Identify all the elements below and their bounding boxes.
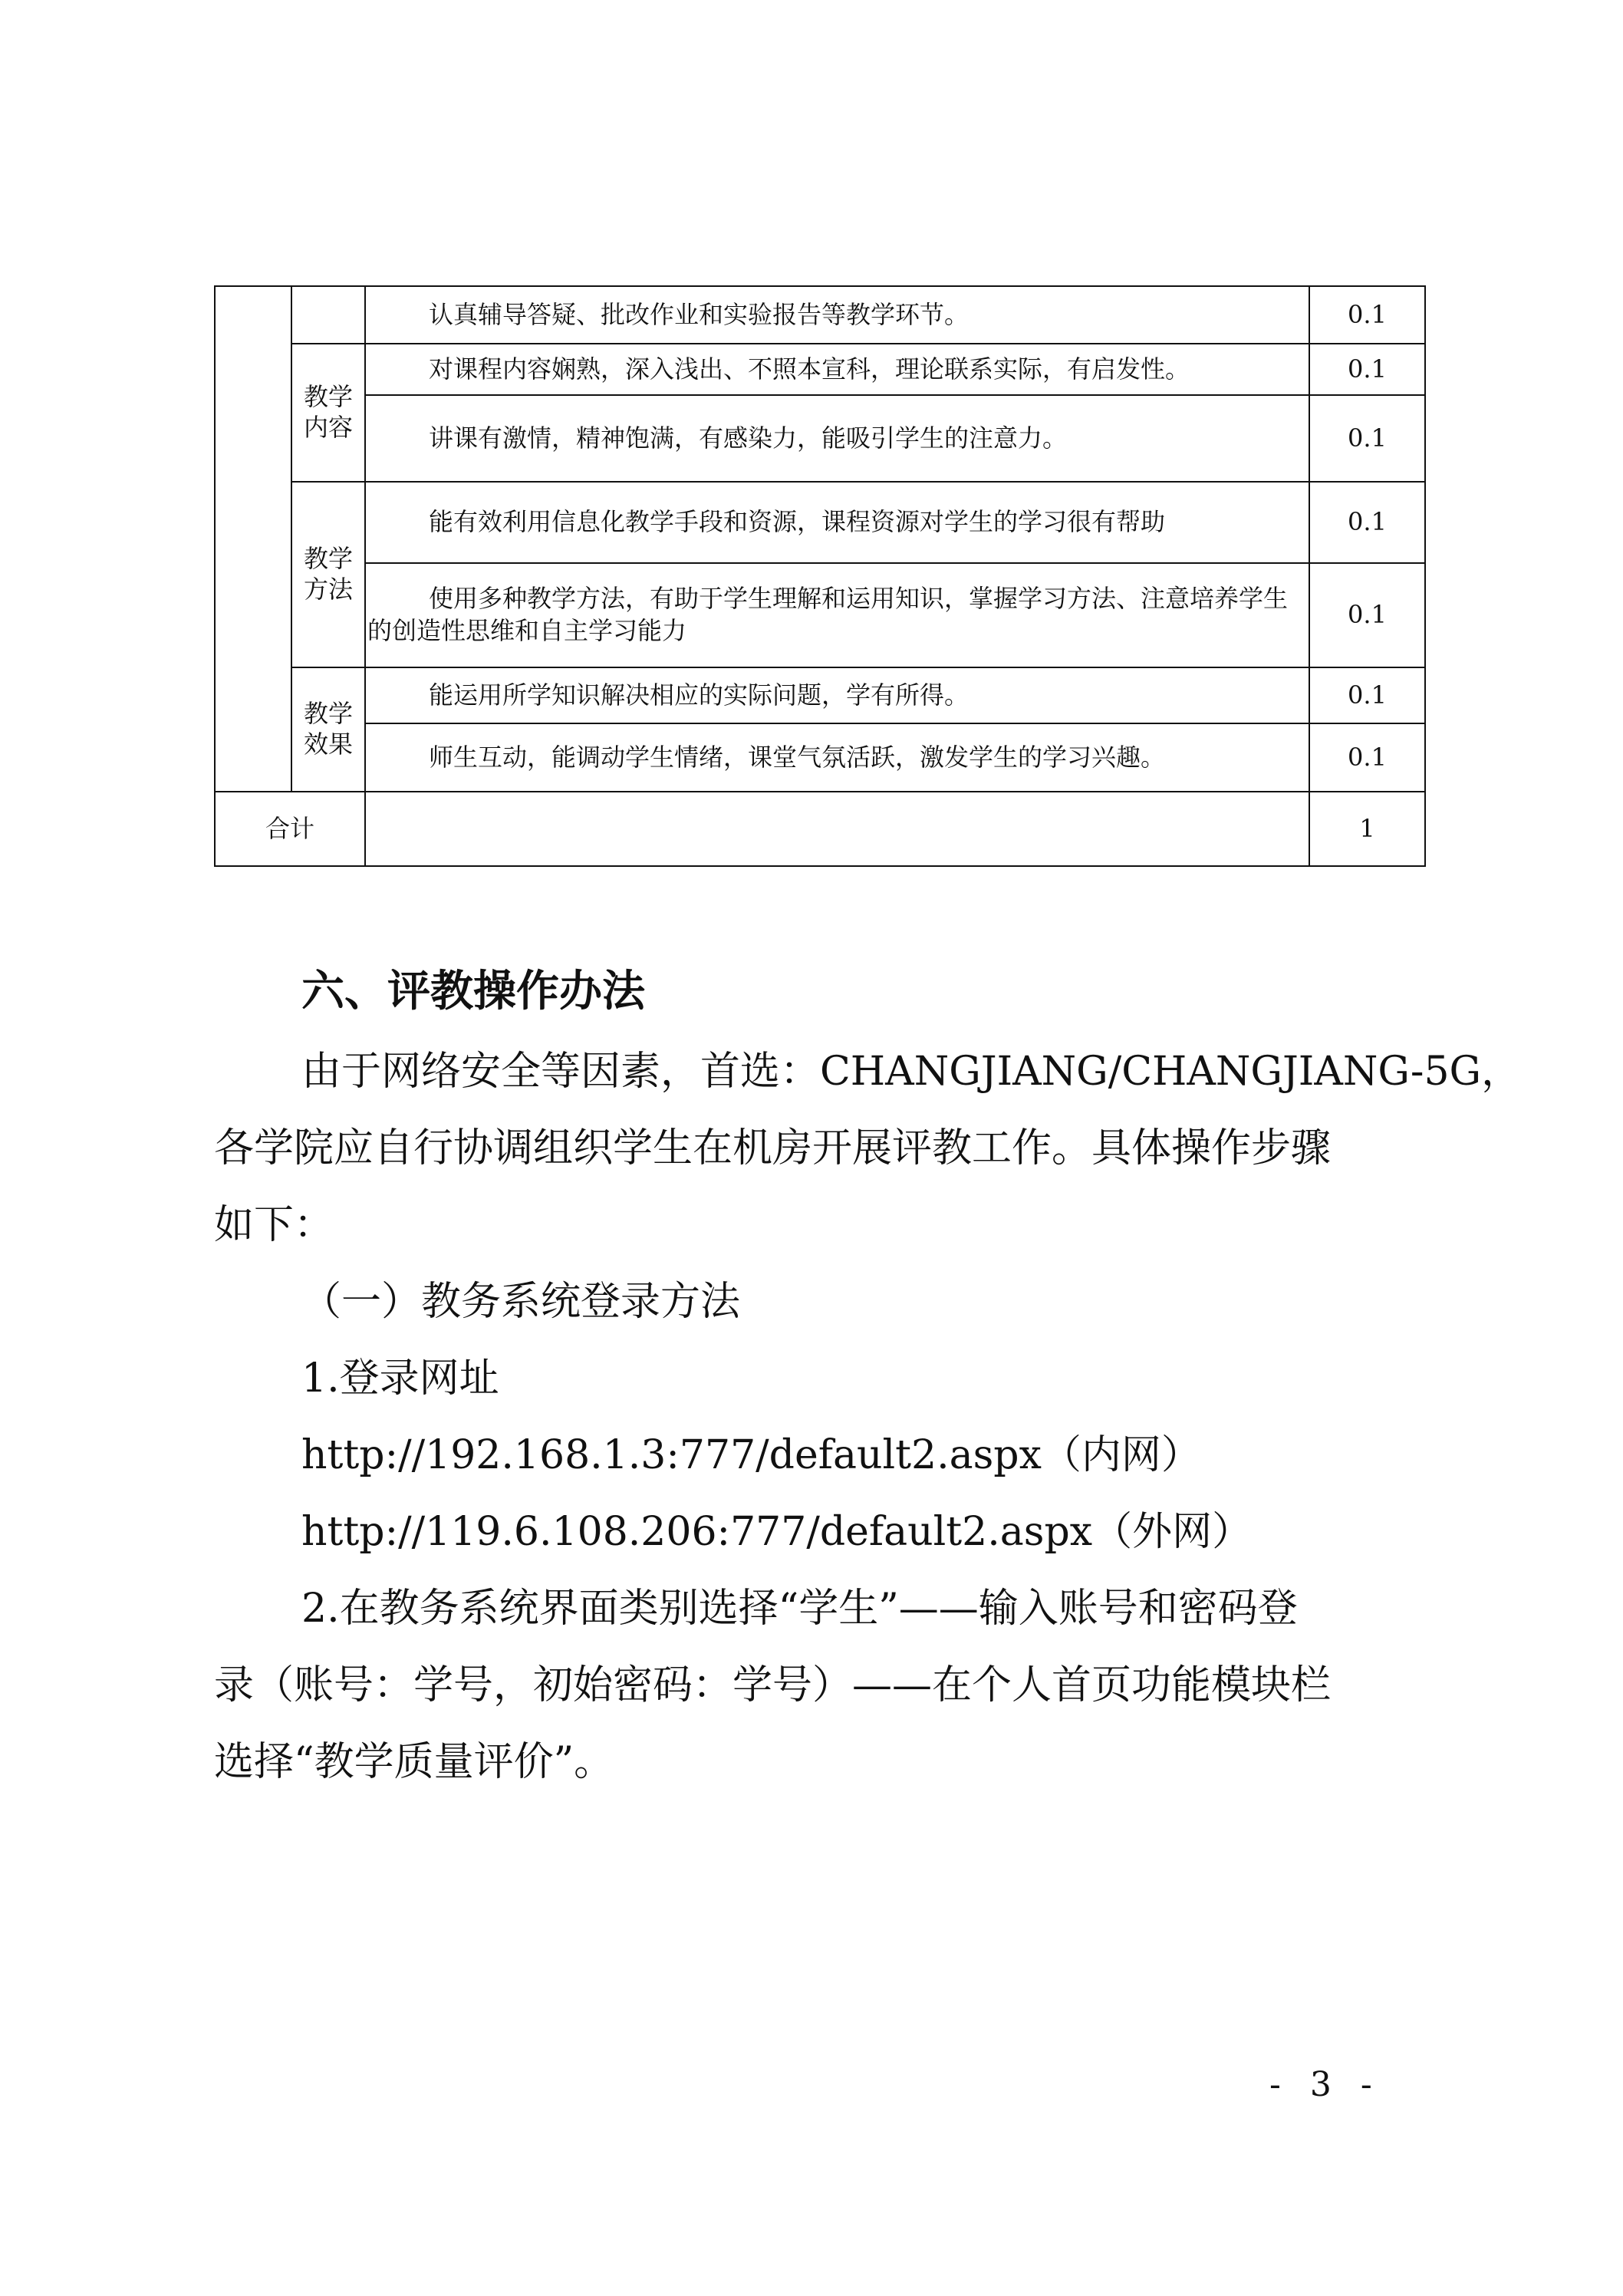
score-cell: 0.1 bbox=[1309, 286, 1425, 344]
criterion-cell: 能有效利用信息化教学手段和资源，课程资源对学生的学习很有帮助 bbox=[365, 482, 1309, 563]
score-cell: 0.1 bbox=[1309, 667, 1425, 723]
category-cell: 教学方法 bbox=[291, 482, 365, 667]
table-row bbox=[215, 667, 1425, 723]
category-cell: 教学内容 bbox=[291, 344, 365, 482]
category-cell bbox=[291, 286, 365, 344]
table-row bbox=[215, 286, 1425, 344]
paragraph-line: 2.在教务系统界面类别选择“学生”——输入账号和密码登 bbox=[301, 1586, 1298, 1632]
paragraph-line: 各学院应自行协调组织学生在机房开展评教工作。具体操作步骤 bbox=[214, 1125, 1332, 1171]
outer-category-cell bbox=[215, 286, 291, 792]
page-number: - 3 - bbox=[1269, 2065, 1381, 2104]
paragraph-line: 由于网络安全等因素，首选：CHANGJIANG/CHANGJIANG-5G， bbox=[301, 1049, 1522, 1095]
criterion-cell: 能运用所学知识解决相应的实际问题，学有所得。 bbox=[365, 667, 1309, 723]
total-value bbox=[365, 792, 1309, 866]
total-label: 合计 bbox=[215, 792, 365, 866]
score-cell: 0.1 bbox=[1309, 482, 1425, 563]
criterion-cell: 师生互动，能调动学生情绪，课堂气氛活跃，激发学生的学习兴趣。 bbox=[365, 723, 1309, 792]
table-row bbox=[215, 563, 1425, 667]
score-cell: 0.1 bbox=[1309, 723, 1425, 792]
paragraph-line: 如下： bbox=[214, 1202, 334, 1248]
step-1: 1.登录网址 bbox=[301, 1356, 499, 1402]
criterion-cell: 使用多种教学方法，有助于学生理解和运用知识，掌握学习方法、注意培养学生的创造性思维和自主学习能力 bbox=[365, 563, 1309, 667]
score-cell: 0.1 bbox=[1309, 563, 1425, 667]
category-cell: 教学效果 bbox=[291, 667, 365, 792]
url-internal: http://192.168.1.3:777/default2.aspx（内网） bbox=[301, 1432, 1201, 1478]
evaluation-table bbox=[214, 285, 1424, 865]
score-cell: 0.1 bbox=[1309, 395, 1425, 482]
score-cell: 0.1 bbox=[1309, 344, 1425, 395]
total-score: 1 bbox=[1309, 792, 1425, 866]
criterion-cell: 认真辅导答疑、批改作业和实验报告等教学环节。 bbox=[365, 286, 1309, 344]
table-row bbox=[215, 344, 1425, 395]
paragraph-line: 录（账号：学号，初始密码：学号）——在个人首页功能模块栏 bbox=[214, 1662, 1332, 1708]
total-row bbox=[215, 792, 1425, 866]
table-row bbox=[215, 395, 1425, 482]
url-external: http://119.6.108.206:777/default2.aspx（外网） bbox=[301, 1509, 1253, 1555]
table-row bbox=[215, 482, 1425, 563]
criterion-cell: 对课程内容娴熟，深入浅出、不照本宣科，理论联系实际，有启发性。 bbox=[365, 344, 1309, 395]
subheading: （一）教务系统登录方法 bbox=[301, 1279, 741, 1325]
criterion-cell: 讲课有激情，精神饱满，有感染力，能吸引学生的注意力。 bbox=[365, 395, 1309, 482]
section-heading: 六、评教操作办法 bbox=[301, 966, 645, 1016]
table-row bbox=[215, 723, 1425, 792]
paragraph-line: 选择“教学质量评价”。 bbox=[214, 1739, 614, 1785]
